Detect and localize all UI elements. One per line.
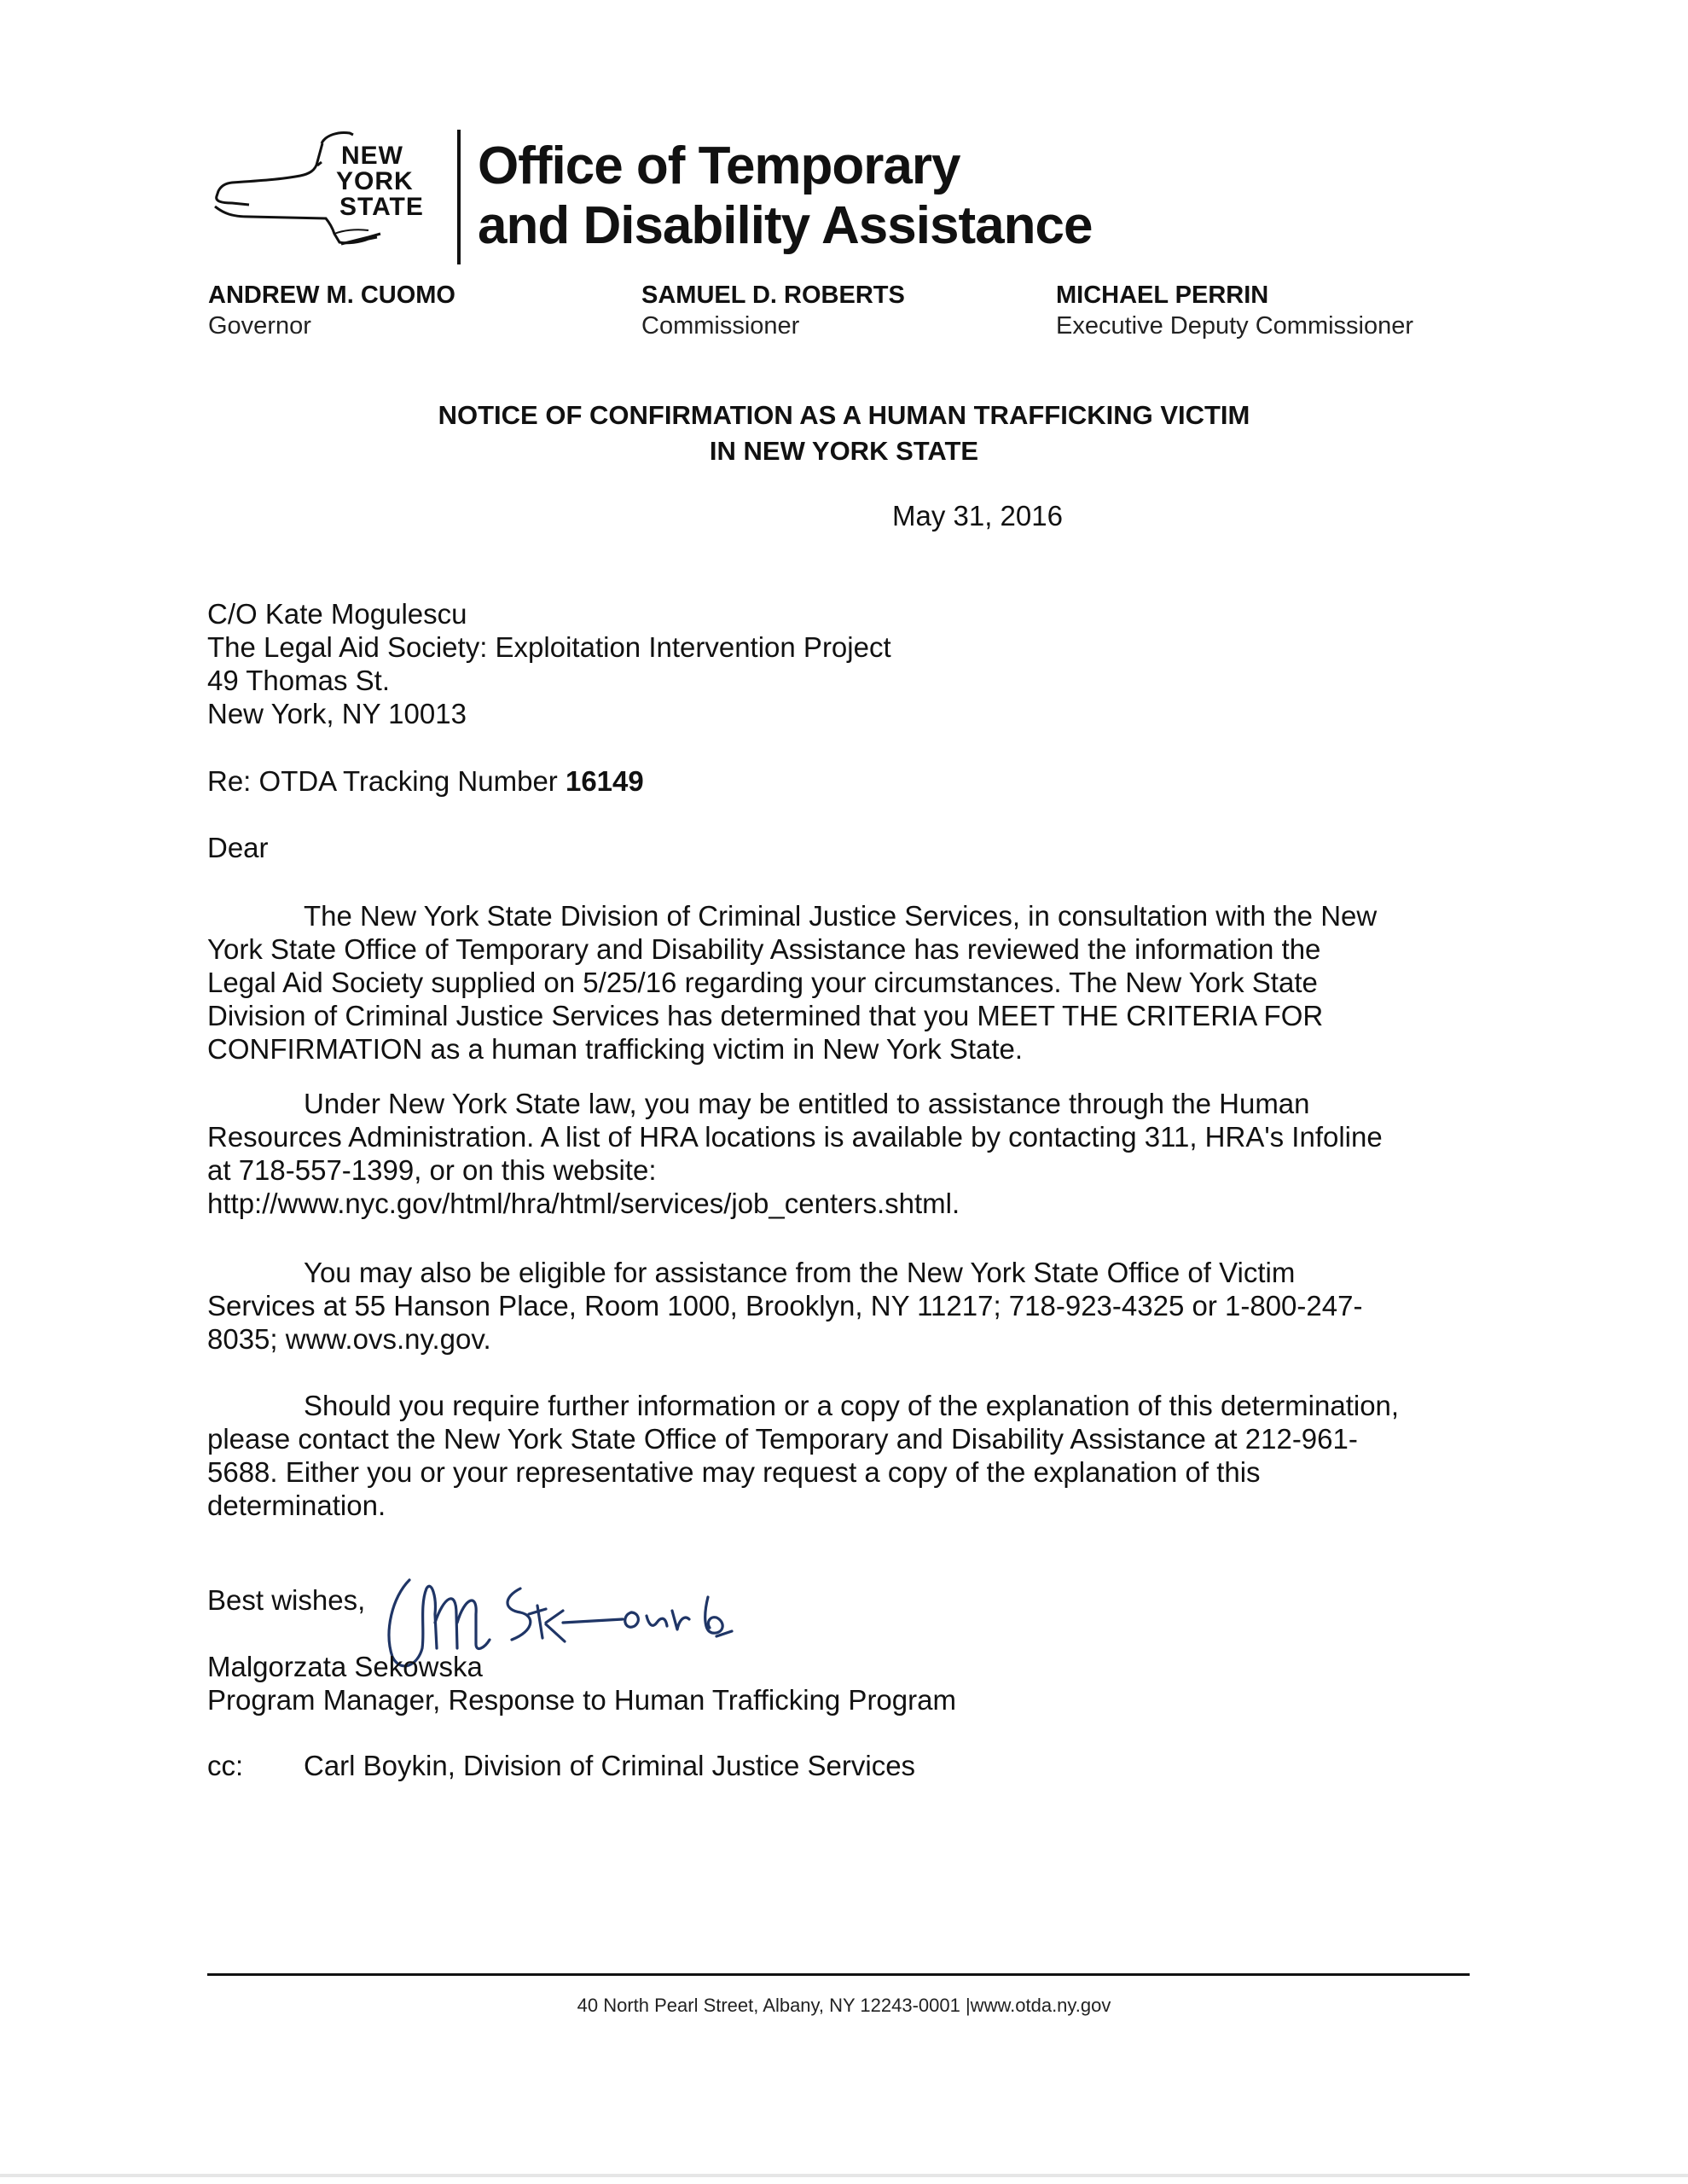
agency-name bbox=[478, 136, 1092, 256]
paragraph-line: Under New York State law, you may be entitled to assistance through the Human bbox=[304, 1088, 1310, 1119]
letter-date: May 31, 2016 bbox=[892, 500, 1063, 531]
reference-label: Re: OTDA Tracking Number bbox=[207, 765, 566, 797]
official-name: ANDREW M. CUOMO bbox=[208, 282, 455, 309]
official-role: Commissioner bbox=[641, 312, 800, 340]
signer-block bbox=[207, 1650, 956, 1716]
paragraph-line: at 718-557-1399, or on this website: bbox=[207, 1154, 657, 1186]
official-role: Executive Deputy Commissioner bbox=[1056, 312, 1414, 340]
cc-label: cc: bbox=[207, 1750, 244, 1781]
official-governor bbox=[208, 280, 455, 341]
tracking-number: 16149 bbox=[565, 765, 644, 797]
logo-word: NEW bbox=[341, 142, 403, 170]
signer-name: Malgorzata Sekowska bbox=[207, 1651, 483, 1682]
paragraph-line: You may also be eligible for assistance from the New York State Office of Victim bbox=[304, 1257, 1296, 1288]
reference-line bbox=[207, 764, 644, 798]
footer-divider bbox=[207, 1973, 1470, 1976]
paragraph-line: Division of Criminal Justice Services has determined that you MEET THE CRITERIA FOR bbox=[207, 1000, 1324, 1031]
signer-title: Program Manager, Response to Human Trafficking Program bbox=[207, 1684, 956, 1716]
closing: Best wishes, bbox=[207, 1584, 366, 1616]
logo-state-text bbox=[336, 142, 424, 221]
address-line: 49 Thomas St. bbox=[207, 665, 391, 696]
body-paragraph bbox=[207, 1256, 1470, 1356]
page-bottom-edge bbox=[0, 2174, 1688, 2177]
body-paragraph bbox=[207, 1389, 1470, 1522]
logo-word: YORK bbox=[336, 167, 414, 195]
official-deputy-commissioner bbox=[1056, 280, 1413, 341]
hra-website-link[interactable]: http://www.nyc.gov/html/hra/html/services/job_centers.shtml. bbox=[207, 1188, 960, 1219]
notice-title-line: IN NEW YORK STATE bbox=[709, 436, 979, 466]
paragraph-line: Legal Aid Society supplied on 5/25/16 regarding your circumstances. The New York State bbox=[207, 967, 1318, 998]
paragraph-line: Should you require further information or a copy of the explanation of this determination, bbox=[304, 1390, 1400, 1421]
paragraph-line: determination. bbox=[207, 1490, 386, 1521]
paragraph-line: York State Office of Temporary and Disability Assistance has reviewed the information the bbox=[207, 933, 1321, 965]
body-paragraph bbox=[207, 1087, 1470, 1220]
official-commissioner bbox=[641, 280, 905, 341]
logo-word: STATE bbox=[339, 193, 424, 221]
agency-name-line: and Disability Assistance bbox=[478, 196, 1093, 255]
address-line: C/O Kate Mogulescu bbox=[207, 598, 467, 630]
salutation: Dear bbox=[207, 832, 269, 863]
paragraph-line: The New York State Division of Criminal Justice Services, in consultation with the New bbox=[304, 900, 1378, 932]
address-line: The Legal Aid Society: Exploitation Intervention Project bbox=[207, 631, 891, 663]
paragraph-line: Services at 55 Hanson Place, Room 1000, Brooklyn, NY 11217; 718-923-4325 or 1-800-247- bbox=[207, 1290, 1363, 1321]
logo-divider bbox=[457, 130, 461, 264]
notice-title bbox=[0, 398, 1688, 469]
official-name: SAMUEL D. ROBERTS bbox=[641, 282, 905, 309]
footer-address: 40 North Pearl Street, Albany, NY 12243-0001 |www.otda.ny.gov bbox=[577, 1995, 1111, 2016]
paragraph-line: 5688. Either you or your representative may request a copy of the explanation of this bbox=[207, 1456, 1261, 1488]
body-paragraph bbox=[207, 899, 1470, 1066]
official-role: Governor bbox=[208, 312, 311, 340]
paragraph-line: Resources Administration. A list of HRA locations is available by contacting 311, HRA's Infoline bbox=[207, 1121, 1383, 1153]
paragraph-line: CONFIRMATION as a human trafficking victim in New York State. bbox=[207, 1033, 1024, 1065]
notice-title-line: NOTICE OF CONFIRMATION AS A HUMAN TRAFFICKING VICTIM bbox=[438, 400, 1250, 430]
paragraph-line: please contact the New York State Office of Temporary and Disability Assistance at 212-961- bbox=[207, 1423, 1358, 1455]
official-name: MICHAEL PERRIN bbox=[1056, 282, 1269, 309]
agency-name-line: Office of Temporary bbox=[478, 136, 960, 195]
paragraph-line: 8035; www.ovs.ny.gov. bbox=[207, 1323, 491, 1355]
recipient-address bbox=[207, 597, 891, 730]
cc-recipient: Carl Boykin, Division of Criminal Justice Services bbox=[304, 1750, 916, 1781]
address-line: New York, NY 10013 bbox=[207, 698, 467, 729]
